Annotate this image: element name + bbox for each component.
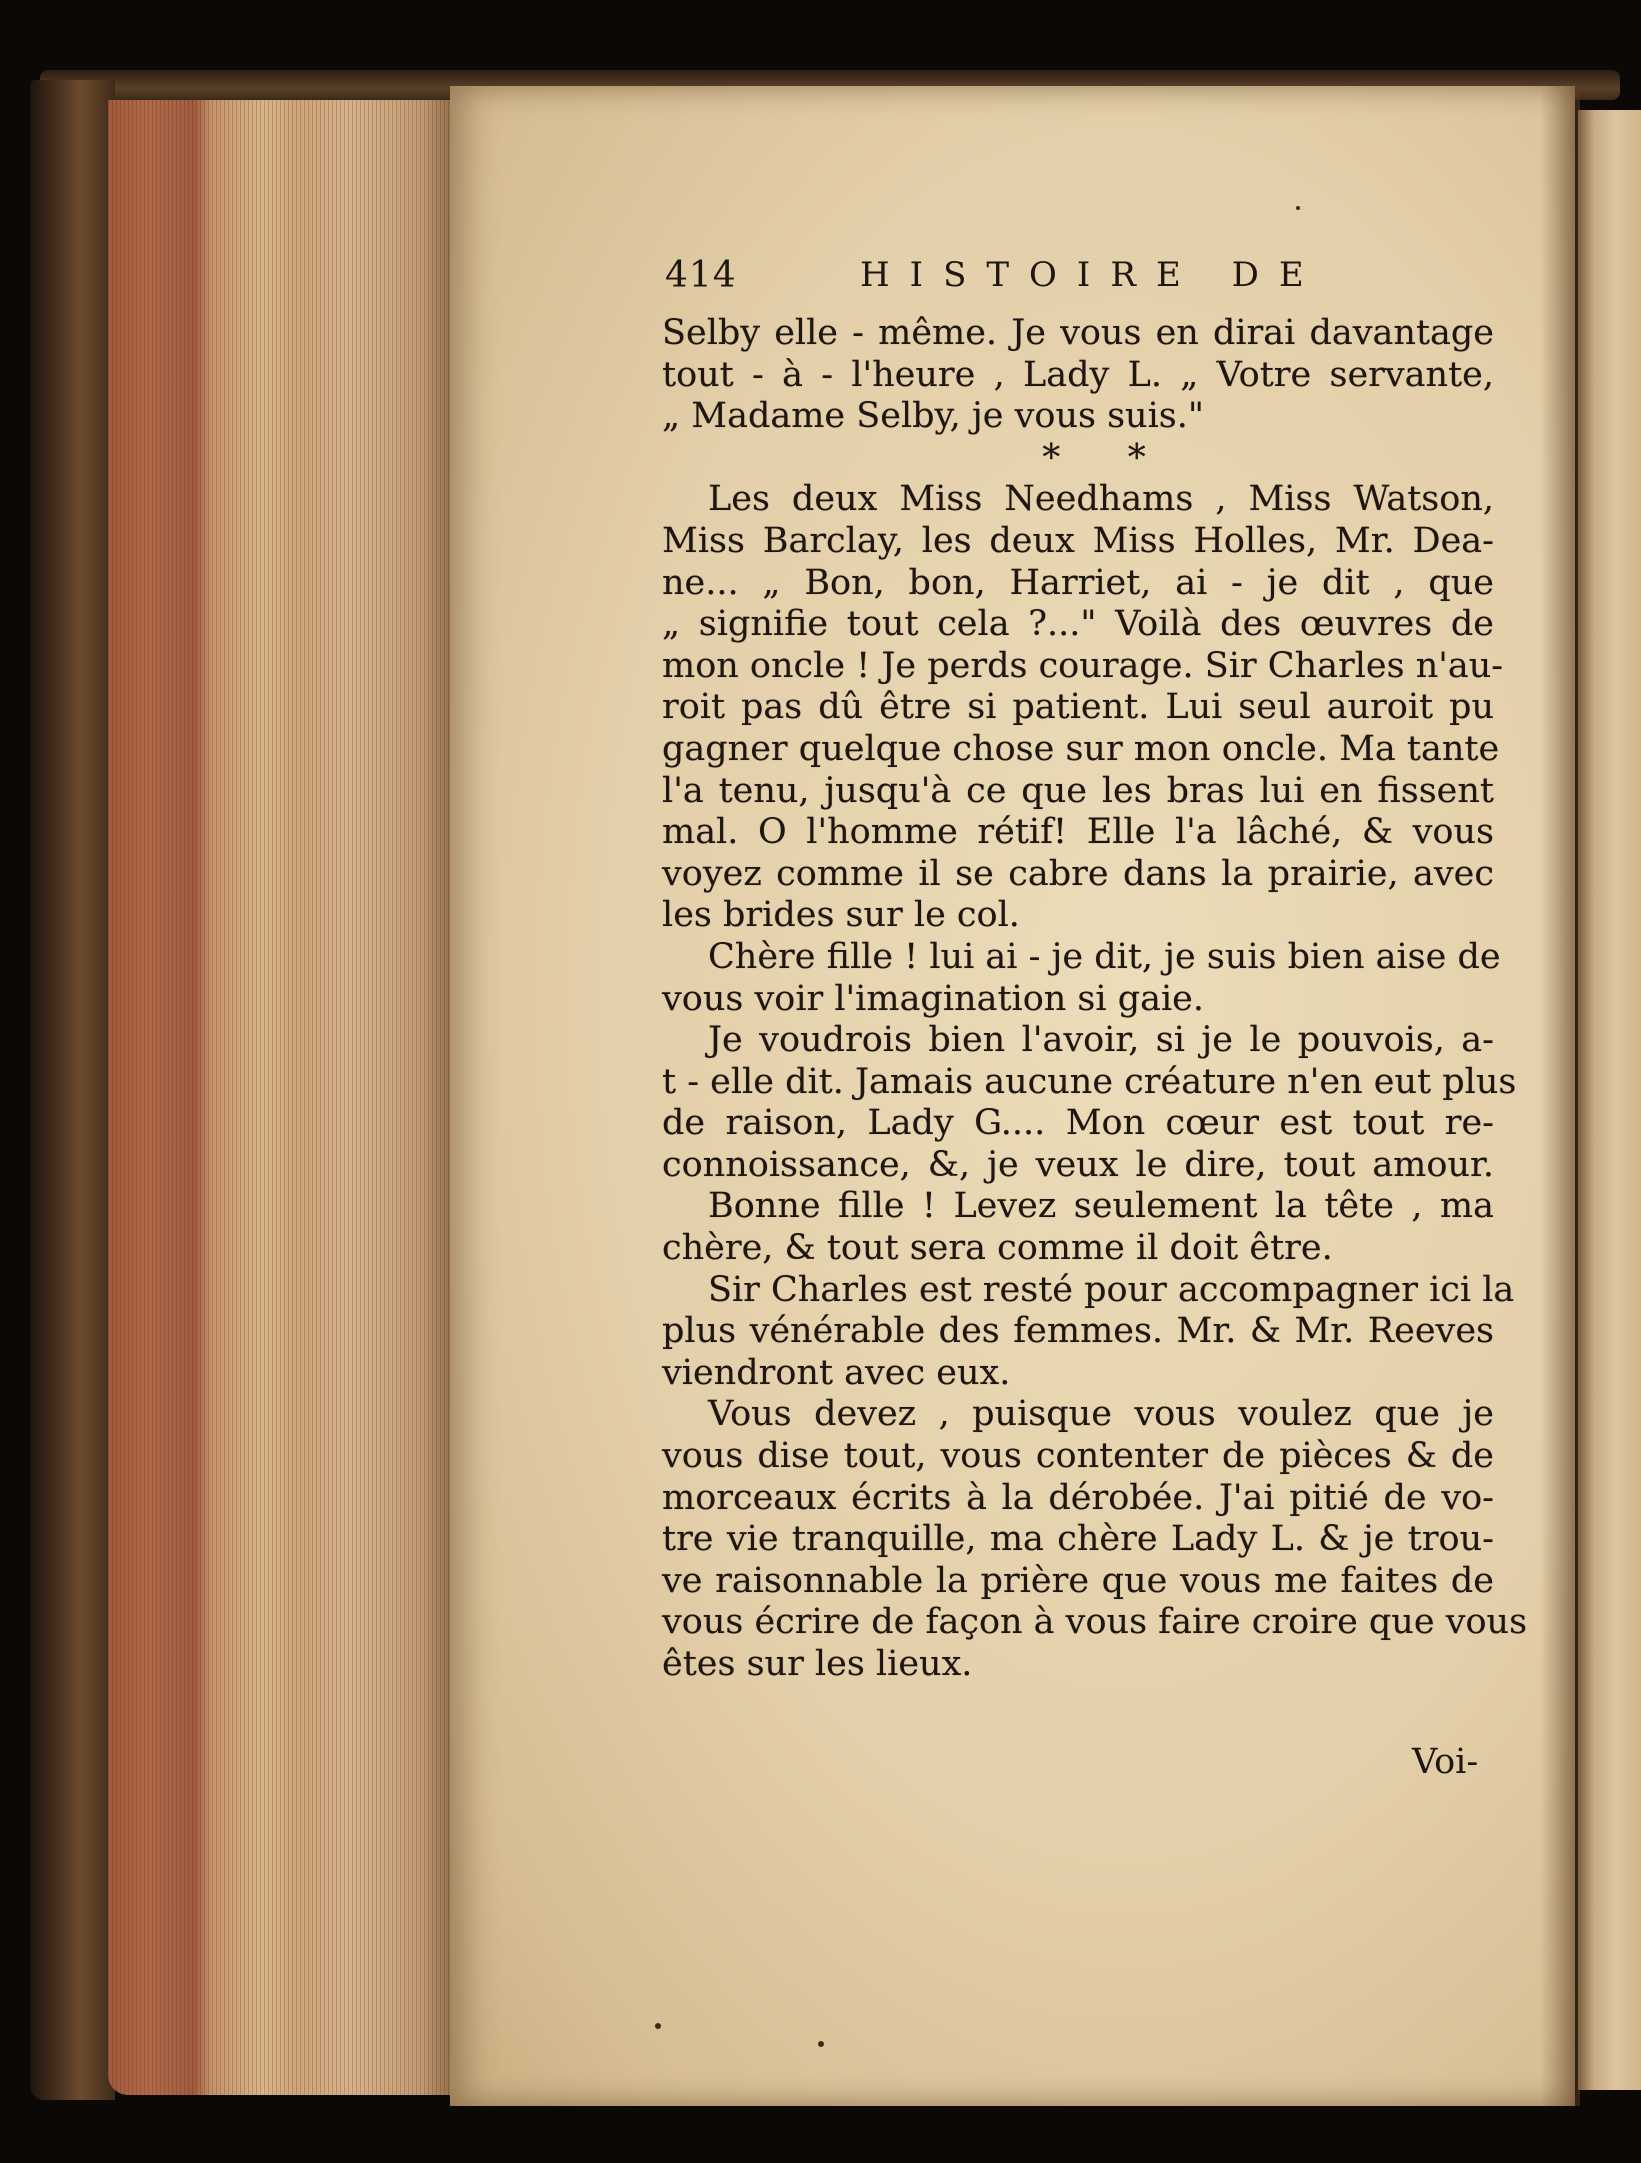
text-line: viendront avec eux.	[662, 1352, 1011, 1393]
paper-speck	[1296, 206, 1300, 210]
text-line: plus vénérable des femmes. Mr. & Mr. Reeves	[662, 1311, 1494, 1352]
text-line: de raison, Lady G.... Mon cœur est tout re-	[662, 1103, 1494, 1144]
body-text	[662, 313, 1528, 1686]
text-line: Miss Barclay, les deux Miss Holles, Mr. Dea-	[662, 520, 1494, 561]
text-line: Sir Charles est resté pour accompagner ici la	[708, 1269, 1515, 1310]
text-line: Bonne fille ! Levez seulement la tête , ma	[708, 1186, 1494, 1227]
section-break-asterisks: * *	[1042, 437, 1174, 479]
book-binding	[30, 80, 115, 2100]
text-line: „ Madame Selby, je vous suis."	[662, 396, 1204, 437]
text-line: mal. O l'homme rétif! Elle l'a lâché, & vous	[662, 812, 1494, 853]
catchword: Voi-	[1412, 1742, 1479, 1782]
running-title: HISTOIRE DE	[860, 255, 1324, 295]
text-line: les brides sur le col.	[662, 895, 1020, 936]
text-line: Selby elle - même. Je vous en dirai davantage	[662, 313, 1494, 353]
paper-speck	[818, 2041, 824, 2047]
paper-speck	[655, 2023, 661, 2029]
text-line: mon oncle ! Je perds courage. Sir Charles n'au-	[662, 645, 1504, 686]
text-line: chère, & tout sera comme il doit être.	[662, 1228, 1333, 1269]
text-line: gagner quelque chose sur mon oncle. Ma tante	[662, 728, 1500, 769]
text-line: ne... „ Bon, bon, Harriet, ai - je dit , que	[662, 562, 1494, 603]
gutter-shadow	[1540, 86, 1580, 2106]
page-number: 414	[665, 255, 737, 296]
text-line: l'a tenu, jusqu'à ce que les bras lui en fissent	[662, 770, 1494, 811]
text-line: tout - à - l'heure , Lady L. „ Votre servante,	[662, 354, 1494, 395]
text-line: t - elle dit. Jamais aucune créature n'en eut plus	[662, 1061, 1517, 1102]
text-line: tre vie tranquille, ma chère Lady L. & je trou-	[662, 1519, 1494, 1560]
facing-page-edge	[1578, 110, 1641, 2090]
text-line: ve raisonnable la prière que vous me faites de	[662, 1560, 1494, 1601]
text-line: voyez comme il se cabre dans la prairie, avec	[662, 853, 1494, 894]
text-line: Je voudrois bien l'avoir, si je le pouvois, a-	[708, 1020, 1494, 1061]
text-line: vous voir l'imagination si gaie.	[662, 978, 1205, 1019]
page-header	[665, 255, 1495, 303]
page-fore-edge-stack	[108, 100, 453, 2095]
text-line: roit pas dû être si patient. Lui seul auroit pu	[662, 687, 1494, 728]
text-line: êtes sur les lieux.	[662, 1644, 973, 1684]
text-line: vous dise tout, vous contenter de pièces & de	[662, 1436, 1494, 1477]
text-line: connoissance, &, je veux le dire, tout amour.	[662, 1144, 1494, 1185]
text-line: „ signifie tout cela ?..." Voilà des œuvres de	[662, 604, 1494, 645]
text-line: vous écrire de façon à vous faire croire que vous	[662, 1602, 1528, 1643]
text-line: Les deux Miss Needhams , Miss Watson,	[708, 479, 1494, 520]
text-line: Chère fille ! lui ai - je dit, je suis bien aise de	[708, 936, 1501, 977]
text-line: Vous devez , puisque vous voulez que je	[708, 1394, 1494, 1435]
text-line: morceaux écrits à la dérobée. J'ai pitié de vo-	[662, 1477, 1494, 1518]
